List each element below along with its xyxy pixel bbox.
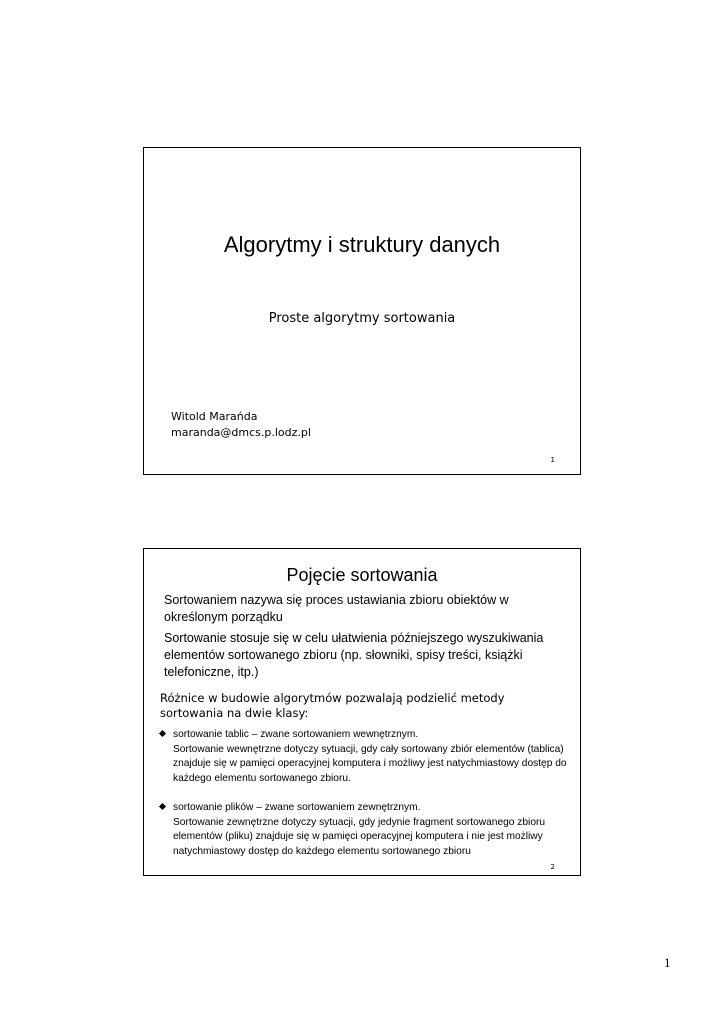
bullet-text: Sortowanie wewnętrzne dotyczy sytuacji, gdy cały sortowany zbiór elementów (tablica) znajduje się w pamięci operacyjnej komputera i możliwy jest natychmiastowy dostęp do każdego elementu sortowanego zbioru. xyxy=(173,743,567,784)
bullet-text: Sortowanie zewnętrzne dotyczy sytuacji, gdy jedynie fragment sortowanego zbioru elementów (pliku) znajduje się w pamięci operacyjnej komputera i nie jest możliwy natychmiastowy dostęp do każdego elementu sortowanego zbioru xyxy=(173,816,546,857)
bullet-item xyxy=(160,801,570,859)
bullet-item xyxy=(160,728,570,786)
intro-text: Różnice w budowie algorytmów pozwalają podzielić metody sortowania na dwie klasy: xyxy=(160,691,505,720)
slide-number: 2 xyxy=(550,863,555,871)
author-block xyxy=(171,409,311,441)
slide-1 xyxy=(143,147,581,475)
author-email: maranda@dmcs.p.lodz.pl xyxy=(171,426,311,439)
bullet-heading: sortowanie tablic – zwane sortowaniem wewnętrznym. xyxy=(173,729,419,740)
paragraph: Sortowaniem nazywa się proces ustawiania zbioru obiektów w określonym porządku xyxy=(164,593,509,624)
slide-subtitle: Proste algorytmy sortowania xyxy=(268,311,456,326)
slide-number: 1 xyxy=(550,456,555,464)
diamond-bullet-icon xyxy=(159,803,166,810)
paragraph: Sortowanie stosuje się w celu ułatwienia późniejszego wyszukiwania elementów sortowanego zbioru (np. słowniki, spisy treści, książki telefoniczne, itp.) xyxy=(164,631,544,679)
slide-title: Pojęcie sortowania xyxy=(286,565,438,585)
slide-title: Algorytmy i struktury danych xyxy=(223,232,501,257)
slide-2 xyxy=(143,548,581,876)
page-number: 1 xyxy=(664,955,671,970)
diamond-bullet-icon xyxy=(159,730,166,737)
author-name: Witold Marańda xyxy=(171,410,258,423)
bullet-heading: sortowanie plików – zwane sortowaniem zewnętrznym. xyxy=(173,802,421,813)
